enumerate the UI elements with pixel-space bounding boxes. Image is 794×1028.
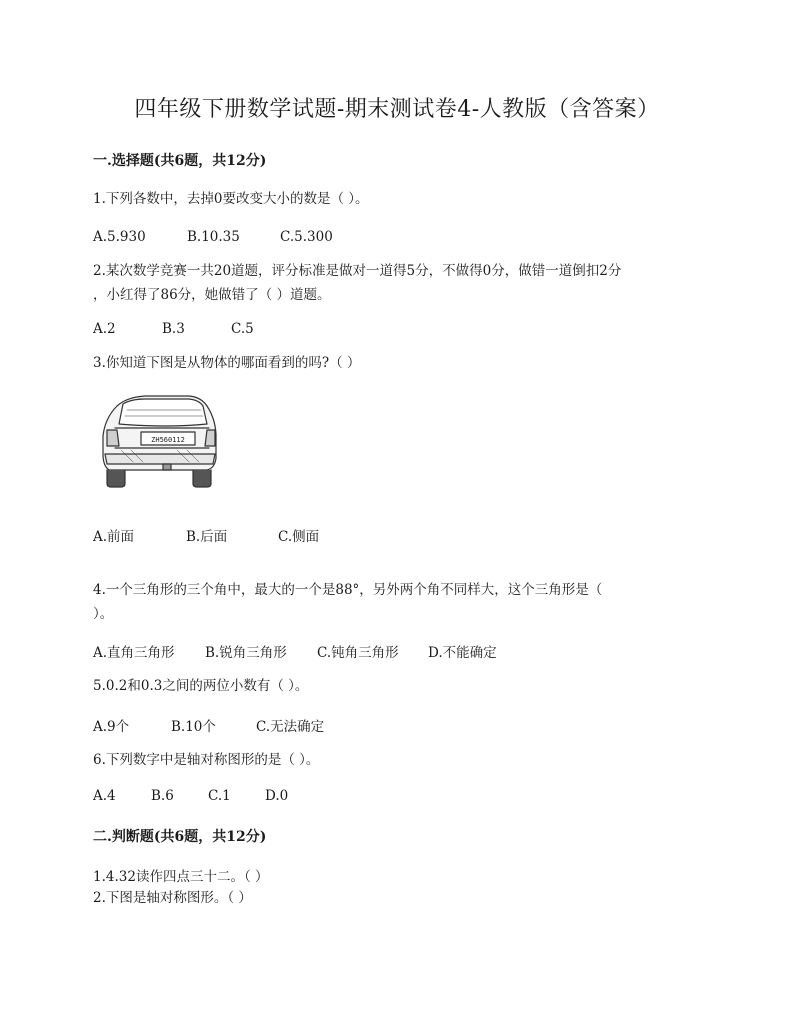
question-2-options [93,321,254,337]
option: A.9个 [93,719,130,735]
option: C.5 [231,321,254,337]
option: B.6 [151,788,174,804]
option: C.无法确定 [256,719,325,735]
judge-question-2: 2.下图是轴对称图形。（ ） [93,890,252,906]
option: B.后面 [186,529,228,545]
option: D.不能确定 [428,645,497,661]
option: A.2 [93,321,116,337]
option: C.1 [208,788,231,804]
question-1: 1.下列各数中，去掉0要改变大小的数是（ ）。 [93,191,369,207]
option: B.3 [162,321,185,337]
question-3: 3.你知道下图是从物体的哪面看到的吗?（ ） [93,355,361,371]
question-1-options [93,229,333,245]
section-heading-judge: 二.判断题(共6题，共12分) [93,829,267,845]
option: B.锐角三角形 [205,645,287,661]
option: C.侧面 [278,529,320,545]
section-heading-choice: 一.选择题(共6题，共12分) [93,153,267,169]
question-3-options [93,525,319,545]
judge-question-1: 1.4.32读作四点三十二。（ ） [93,869,269,885]
question-4 [93,578,703,626]
question-6-options [93,788,288,804]
question-4-options [93,641,497,661]
option: D.0 [265,788,289,804]
option: C.5.300 [280,229,333,245]
option: A.5.930 [93,229,146,245]
license-plate-text: ZH560112 [151,436,185,444]
question-4-line-1: 4.一个三角形的三个角中，最大的一个是88°，另外两个角不同样大，这个三角形是（ [93,582,603,598]
option: A.直角三角形 [93,645,175,661]
question-5-options [93,715,324,735]
option: B.10个 [171,719,216,735]
option: A.4 [93,788,116,804]
question-6: 6.下列数字中是轴对称图形的是（ ）。 [93,752,320,768]
question-2-line-2: ，小红得了86分，她做错了（ ）道题。 [93,287,331,303]
question-2 [93,259,703,307]
page-title: 四年级下册数学试题-期末测试卷4-人教版（含答案） [134,97,660,122]
question-5: 5.0.2和0.3之间的两位小数有（ ）。 [93,678,309,694]
question-2-line-1: 2.某次数学竞赛一共20道题，评分标准是做对一道得5分，不做得0分，做错一道倒扣2分 [93,263,622,279]
option: C.钝角三角形 [317,645,399,661]
option: A.前面 [93,529,135,545]
question-4-line-2: ）。 [93,606,114,622]
option: B.10.35 [187,229,240,245]
car-rear-view-image [97,392,219,488]
